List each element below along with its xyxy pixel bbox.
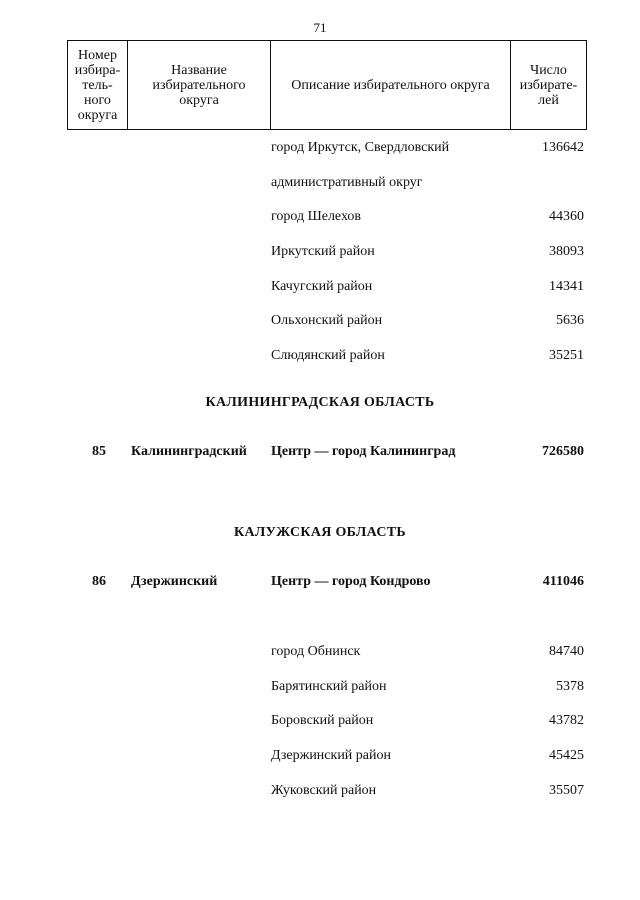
- district-center: Центр — город Кондрово: [271, 574, 431, 589]
- table-row: [0, 277, 640, 297]
- header-district-description: Описание избирательного округа: [271, 41, 511, 129]
- district-number: 85: [92, 444, 106, 459]
- district-voter-count: 411046: [542, 574, 584, 589]
- header-voter-count: Число избирате- лей: [519, 62, 578, 108]
- row-voter-count: 38093: [549, 244, 584, 259]
- table-row: [0, 173, 640, 193]
- row-voter-count: 43782: [549, 713, 584, 728]
- district-center: Центр — город Калининград: [271, 444, 456, 459]
- table-row: [0, 677, 640, 697]
- row-voter-count: 5378: [556, 679, 584, 694]
- row-description: Дзержинский район: [271, 748, 391, 763]
- row-voter-count: 45425: [549, 748, 584, 763]
- table-row: [0, 242, 640, 262]
- table-row: [0, 781, 640, 801]
- header-district-number: Номер избира- тель- ного округа: [68, 41, 128, 129]
- region-heading-kaliningrad: КАЛИНИНГРАДСКАЯ ОБЛАСТЬ: [205, 395, 435, 410]
- district-name: Дзержинский: [131, 574, 218, 589]
- table-row: [0, 311, 640, 331]
- row-description: Жуковский район: [271, 783, 377, 798]
- row-voter-count: 35507: [549, 783, 584, 798]
- row-description: Слюдянский район: [271, 348, 385, 363]
- page-number: 71: [313, 20, 327, 35]
- row-description: Качугский район: [271, 279, 373, 294]
- row-voter-count: 35251: [549, 348, 584, 363]
- district-row-86: [0, 572, 640, 592]
- table-row: [0, 346, 640, 366]
- row-description: Боровский район: [271, 713, 374, 728]
- region-heading-kaluga: КАЛУЖСКАЯ ОБЛАСТЬ: [234, 525, 406, 540]
- row-description: административный округ: [271, 175, 423, 190]
- header-district-name: Название избирательного округа: [128, 41, 271, 129]
- row-voter-count: 5636: [556, 313, 584, 328]
- table-header: [67, 40, 587, 130]
- row-voter-count: 14341: [549, 279, 584, 294]
- district-voter-count: 726580: [542, 444, 584, 459]
- district-row-85: [0, 442, 640, 462]
- row-description: Барятинский район: [271, 679, 387, 694]
- row-voter-count: 136642: [542, 140, 584, 155]
- table-row: [0, 138, 640, 158]
- district-number: 86: [92, 574, 106, 589]
- row-description: Иркутский район: [271, 244, 375, 259]
- row-description: город Иркутск, Свердловский: [271, 140, 450, 155]
- row-description: город Обнинск: [271, 644, 361, 659]
- table-row: [0, 207, 640, 227]
- row-description: город Шелехов: [271, 209, 362, 224]
- row-description: Ольхонский район: [271, 313, 383, 328]
- district-name: Калининградский: [131, 444, 247, 459]
- table-row: [0, 746, 640, 766]
- row-voter-count: 84740: [549, 644, 584, 659]
- table-row: [0, 642, 640, 662]
- table-row: [0, 711, 640, 731]
- row-voter-count: 44360: [549, 209, 584, 224]
